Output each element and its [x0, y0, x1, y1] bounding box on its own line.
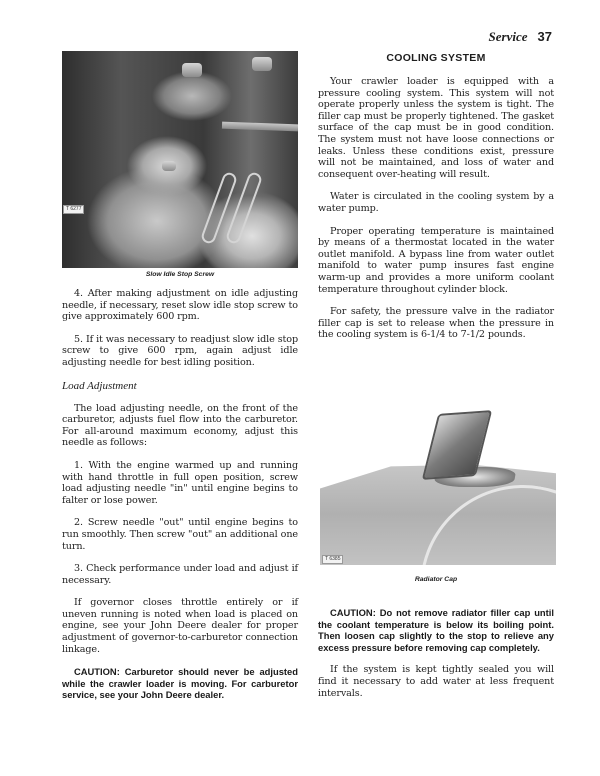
figure-tag: T 6277 [63, 205, 84, 214]
section-heading: COOLING SYSTEM [386, 52, 486, 64]
running-header [489, 29, 552, 45]
radiator-photo [320, 395, 556, 565]
paragraph: Water is circulated in the cooling system by a water pump. [318, 191, 554, 214]
subheading: Load Adjustment [62, 379, 137, 392]
paragraph: 4. After making adjustment on idle adjusting needle, if necessary, reset slow idle stop screw to give approximately 600 rpm. [62, 288, 298, 323]
paragraph: Your crawler loader is equipped with a pressure cooling system. This system will not operate properly unless the system is tight. The filler cap must be properly tightened. The gasket surface of the cap must be in good condition. The system must not have loose connections or leaks. Unless these conditions exist, pressure will not be maintained, and loss of water and consequent over-heating will result. [318, 76, 554, 180]
header-section-title: Service [488, 29, 528, 44]
paragraph: For safety, the pressure valve in the radiator filler cap is set to release when the pressure in the cooling system is 6-1/4 to 7-1/2 pounds. [318, 306, 554, 341]
paragraph: The load adjusting needle, on the front of the carburetor, adjusts fuel flow into the carburetor. For all-around maximum economy, adjust this needle as follows: [62, 402, 298, 449]
step-2: 2. Screw needle "out" until engine begins to run smoothly. Then screw "out" an additional one turn. [62, 517, 298, 552]
left-column [62, 288, 298, 701]
carburetor-photo [62, 51, 298, 268]
paragraph: If governor closes throttle entirely or if uneven running is noted when load is placed on engine, see your John Deere dealer for proper adjustment of governor-to-carburetor connection linkage. [62, 597, 298, 655]
right-column-lower [318, 607, 554, 699]
paragraph: If the system is kept tightly sealed you will find it necessary to add water at less frequent intervals. [318, 664, 554, 699]
caution-note: CAUTION: Do not remove radiator filler cap until the coolant temperature is below its boiling point. Then loosen cap slightly to the stop to relieve any excess pressure before removing cap completely. [318, 607, 554, 653]
throttle-rod [222, 122, 298, 132]
figure-tag: T 6385 [322, 555, 343, 564]
figure-caption: Slow Idle Stop Screw [145, 271, 215, 278]
page-number: 37 [537, 29, 552, 44]
step-3: 3. Check performance under load and adjust if necessary. [62, 563, 298, 586]
figure-caption: Radiator Cap [414, 576, 458, 583]
right-column [318, 52, 554, 341]
paragraph: 5. If it was necessary to readjust slow idle stop screw to give 600 rpm, again adjust idle adjusting needle for best idling position. [62, 333, 298, 368]
step-1: 1. With the engine warmed up and running with hand throttle in full open position, screw load adjusting needle "in" until engine begins to falter or lose power. [62, 459, 298, 506]
bolt [252, 57, 272, 71]
paragraph: Proper operating temperature is maintained by means of a thermostat located in the water outlet manifold. A bypass line from water outlet manifold to water pump insures fast engine warm-up and provides a more uniform coolant temperature throughout cylinder block. [318, 225, 554, 295]
bolt [162, 161, 176, 171]
caution-note: CAUTION: Carburetor should never be adjusted while the crawler loader is moving. For carburetor service, see your John Deere dealer. [62, 666, 298, 701]
bolt [182, 63, 202, 77]
